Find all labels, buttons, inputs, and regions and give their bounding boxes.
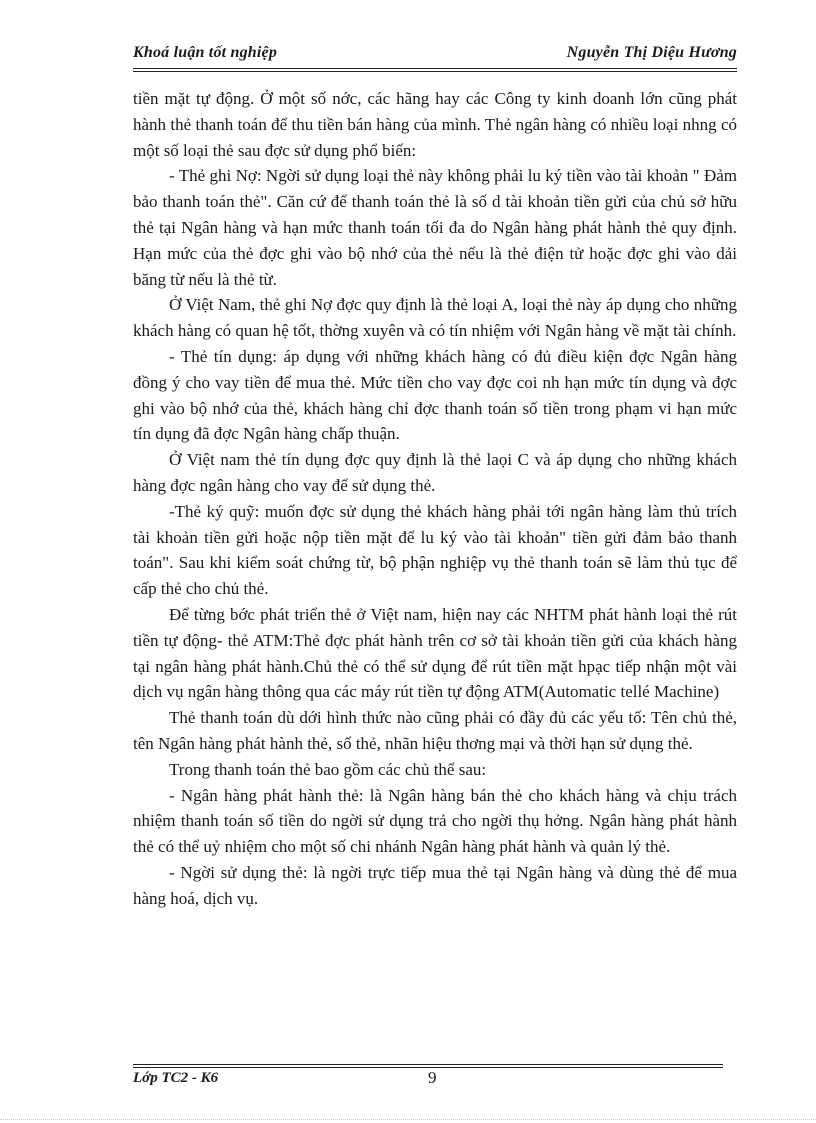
paragraph: - Thẻ ghi Nợ: Ngời sử dụng loại thẻ này không phải lu ký tiền vào tài khoản " Đảm bảo thanh toán thẻ". Căn cứ để thanh toán thẻ là số d tài khoản tiền gửi của chủ sở hữu thẻ tại Ngân hàng và hạn mức thanh toán tối đa do Ngân hàng phát hành thẻ quy định. Hạn mức của thẻ đợc ghi vào bộ nhớ của thẻ nếu là thẻ điện tử hoặc đợc ghi vào dải băng từ nếu là thẻ từ. [133, 166, 737, 289]
document-body [133, 86, 737, 912]
paragraph: -Thẻ ký quỹ: muốn đợc sử dụng thẻ khách hàng phải tới ngân hàng làm thủ trích tài khoản tiền gửi hoặc nộp tiền mặt để lu ký vào tài khoản" tiền gửi đảm bảo thanh toán". Sau khi kiểm soát chứng từ, bộ phận nghiệp vụ thẻ thanh toán sẽ làm thủ tục để cấp thẻ cho chủ thẻ. [133, 501, 737, 599]
header-thesis-title: Khoá luận tốt nghiệp [133, 44, 278, 61]
paragraph: Để từng bớc phát triển thẻ ở Việt nam, hiện nay các NHTM phát hành loại thẻ rút tiền tự động- thẻ ATM:Thẻ đợc phát hành trên cơ sở tài khoản tiền gửi của khách hàng tại ngân hàng phát hành.Chủ thẻ có thể sử dụng để rút tiền mặt hpạc tiếp nhận một vài dịch vụ ngân hàng thông qua các máy rút tiền tự động ATM(Automatic tellé Machine) [133, 604, 737, 702]
footer-rule [133, 1064, 723, 1065]
header-rule [133, 68, 737, 69]
header-rule-secondary [133, 71, 737, 72]
paragraph: Trong thanh toán thẻ bao gồm các chủ thể sau: [169, 759, 487, 779]
paragraph: tiền mặt tự động. Ở một số nớc, các hãng hay các Công ty kinh doanh lớn cũng phát hành thẻ thanh toán để thu tiền bán hàng của mình. Thẻ ngân hàng có nhiều loại nhng có một số loại thẻ sau đợc sử dụng phổ biến: [133, 89, 737, 160]
paragraph: - Ngân hàng phát hành thẻ: là Ngân hàng bán thẻ cho khách hàng và chịu trách nhiệm thanh toán số tiền do ngời sử dụng trả cho ngời thụ hởng. Ngân hàng phát hành thẻ có thể uỷ nhiệm cho một số chi nhánh Ngân hàng phát hành và quản lý thẻ. [133, 785, 737, 857]
page-header [133, 44, 737, 68]
header-author-name: Nguyễn Thị Diệu Hương [566, 44, 737, 61]
page-number: 9 [428, 1068, 437, 1087]
page-bottom-divider [0, 1119, 816, 1120]
footer-class-label: Lớp TC2 - K6 [133, 1070, 219, 1086]
paragraph: Ở Việt Nam, thẻ ghi Nợ đợc quy định là thẻ loại A, loại thẻ này áp dụng cho những khách hàng có quan hệ tốt, thờng xuyên và có tín nhiệm với Ngân hàng về mặt tài chính. [133, 295, 737, 341]
paragraph: - Thẻ tín dụng: áp dụng với những khách hàng có đủ điều kiện đợc Ngân hàng đồng ý cho vay tiền để mua thẻ. Mức tiền cho vay đợc coi nh hạn mức tín dụng và đợc ghi vào bộ nhớ của thẻ, khách hàng chỉ đợc thanh toán số tiền trong phạm vi hạn mức tín dụng đã đợc Ngân hàng chấp thuận. [133, 346, 737, 444]
page-footer [133, 1070, 723, 1092]
paragraph: Thẻ thanh toán dù dới hình thức nào cũng phải có đầy đủ các yếu tố: Tên chủ thẻ, tên Ngân hàng phát hành thẻ, số thẻ, nhãn hiệu thơng mại và thời hạn sử dụng thẻ. [133, 708, 737, 753]
paragraph: - Ngời sử dụng thẻ: là ngời trực tiếp mua thẻ tại Ngân hàng và dùng thẻ để mua hàng hoá, dịch vụ. [133, 862, 737, 908]
paragraph: Ở Việt nam thẻ tín dụng đợc quy định là thẻ laọi C và áp dụng cho những khách hàng đợc ngân hàng cho vay để sử dụng thẻ. [133, 450, 737, 495]
